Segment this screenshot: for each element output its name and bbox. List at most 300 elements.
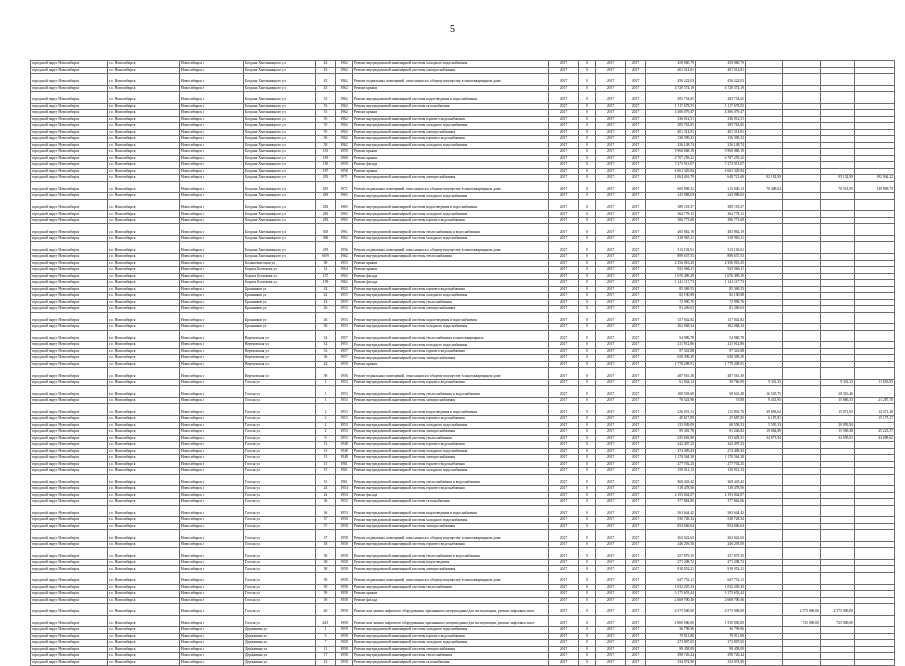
cell-municipality: г.о. Новосибирск [108,142,180,149]
cell-settlement: Новосибирск г [180,604,244,616]
cell-house: 283 [316,193,336,200]
cell-work: Ремонт внутридомовой инженерной системы теплоснабжения [353,254,549,261]
cell-year-from: 2017 [549,123,579,130]
cell-plan-year: 2017 [596,486,626,493]
cell-status: 0 [579,597,596,604]
cell-extra4 [855,659,895,666]
cell-cost: 98 458,09 [646,646,696,653]
cell-plan-year: 2017 [596,461,626,468]
cell-plan-year: 2017 [596,653,626,660]
cell-plan-year: 2017 [596,448,626,455]
cell-house: 55 [316,110,336,117]
cell-work: Ремонт фасада [353,280,549,287]
cell-work: Ремонт внутридомовой инженерной системы теплоснабжения и водоснабжения [353,224,549,236]
cell-total: 487 561,30 [696,368,746,380]
cell-settlement: Новосибирск г [180,442,244,449]
cell-municipality: г.о. Новосибирск [108,342,180,349]
cell-municipality: г.о. Новосибирск [108,193,180,200]
cell-cost: 273 807,65 [646,640,696,647]
cell-status: 0 [579,110,596,117]
cell-extra2 [783,572,821,584]
cell-plan-year: 2017 [596,85,626,92]
cell-street: Гоголя ул [244,429,316,436]
cell-built: 1958 [336,168,353,175]
cell-year-from: 2017 [549,468,579,475]
cell-plan-year: 2017 [596,129,626,136]
cell-street: Бронников ул [244,324,316,331]
cell-house: 60/9 [316,254,336,261]
cell-built: 1957 [336,330,353,342]
cell-status: 0 [579,260,596,267]
cell-settlement: Новосибирск г [180,67,244,74]
cell-built: 1953 [336,505,353,517]
table-row [31,548,895,560]
cell-settlement: Новосибирск г [180,129,244,136]
registry-body [31,61,895,666]
cell-street: Бориса Богаткова ул [244,267,316,274]
cell-municipality: г.о. Новосибирск [108,136,180,143]
cell-extra1 [746,312,783,324]
cell-extra4 [855,368,895,380]
cell-municipality: г.о. Новосибирск [108,386,180,398]
cell-settlement: Новосибирск г [180,181,244,193]
cell-house: 38 [316,541,336,548]
cell-extra1: 19 064,89 [746,429,783,436]
cell-cost: 1 676 499,29 [646,273,696,280]
cell-built: 1959 [336,627,353,634]
cell-plan-year: 2017 [596,659,626,666]
cell-house: 17 [316,653,336,660]
cell-work: Ремонт внутридомовой инженерной системы теплоснабжения [353,435,549,442]
cell-built: 1953 [336,386,353,398]
cell-built: 1962 [336,116,353,123]
cell-total: 157 042,82 [696,312,746,324]
cell-total: 4 575 000,00 [696,604,746,616]
cell-work: Ремонт внутридомовой инженерной системы водоотведения и водоснабжения [353,92,549,104]
cell-status: 0 [579,548,596,560]
cell-settlement: Новосибирск г [180,530,244,542]
cell-work: Ремонт внутридомовой инженерной системы холодного водоснабжения [353,193,549,200]
cell-year-from: 2017 [549,548,579,560]
page-number: 5 [450,24,455,35]
cell-status: 0 [579,474,596,486]
cell-district: городской округ Новосибирск [31,492,108,499]
cell-status: 0 [579,361,596,368]
cell-house: 55 [316,116,336,123]
cell-street: Гоголя ул [244,492,316,499]
cell-settlement: Новосибирск г [180,224,244,236]
cell-district: городской округ Новосибирск [31,397,108,404]
cell-year-from: 2017 [549,659,579,666]
cell-built: 1958 [336,584,353,591]
cell-year-to: 2017 [626,224,646,236]
cell-year-to: 2017 [626,627,646,634]
cell-district: городской округ Новосибирск [31,181,108,193]
cell-year-from: 2017 [549,181,579,193]
cell-work: Ремонт внутридомовой инженерной системы теплоснабжения [353,584,549,591]
cell-extra2 [783,474,821,486]
cell-year-from: 2017 [549,435,579,442]
cell-work: Ремонт внутридомовой инженерной системы электроснабжения [353,455,549,462]
cell-built: 1962 [336,123,353,130]
cell-street: Вертковская ул [244,368,316,380]
cell-total: 377 862,06 [696,499,746,506]
cell-status: 0 [579,584,596,591]
cell-municipality: г.о. Новосибирск [108,435,180,442]
cell-extra2 [783,659,821,666]
cell-year-to: 2017 [626,211,646,218]
cell-municipality: г.о. Новосибирск [108,597,180,604]
cell-settlement: Новосибирск г [180,615,244,627]
cell-municipality: г.о. Новосибирск [108,517,180,524]
cell-municipality: г.о. Новосибирск [108,442,180,449]
cell-house: 26 [316,306,336,313]
cell-settlement: Новосибирск г [180,455,244,462]
cell-year-to: 2017 [626,404,646,416]
cell-plan-year: 2017 [596,361,626,368]
table-row [31,199,895,211]
cell-house: 37 [316,517,336,524]
cell-plan-year: 2017 [596,517,626,524]
cell-municipality: г.о. Новосибирск [108,74,180,86]
cell-year-from: 2017 [549,142,579,149]
cell-street: Гоголя ул [244,530,316,542]
cell-plan-year: 2017 [596,324,626,331]
cell-extra1 [746,604,783,616]
cell-plan-year: 2017 [596,348,626,355]
cell-municipality: г.о. Новосибирск [108,633,180,640]
cell-municipality: г.о. Новосибирск [108,103,180,110]
cell-total: 326 148,74 [696,142,746,149]
cell-street: Гоголя ул [244,435,316,442]
cell-extra2 [783,242,821,254]
cell-settlement: Новосибирск г [180,267,244,274]
cell-cost: 377 862,06 [646,499,696,506]
cell-status: 0 [579,368,596,380]
cell-settlement: Новосибирск г [180,505,244,517]
cell-extra3 [821,368,855,380]
cell-cost: 918 952,21 [646,566,696,573]
cell-work: Ремонт внутридомовой инженерной системы электроснабжения [353,129,549,136]
cell-work: Ремонт внутридомовой инженерной системы холодного водоснабжения [353,342,549,349]
cell-street: Богдана Хмельницкого ул [244,211,316,218]
cell-district: городской округ Новосибирск [31,217,108,224]
cell-year-from: 2017 [549,155,579,162]
cell-work: Ремонт внутридомовой инженерной системы электроснабжения [353,306,549,313]
cell-plan-year: 2017 [596,615,626,627]
cell-year-to: 2017 [626,379,646,386]
cell-cost: 459 960,79 [646,61,696,68]
cell-total: 36 799,96 [696,627,746,634]
cell-settlement: Новосибирск г [180,633,244,640]
cell-built: 1954 [336,486,353,493]
cell-settlement: Новосибирск г [180,85,244,92]
cell-district: городской округ Новосибирск [31,422,108,429]
cell-built: 1958 [336,640,353,647]
cell-built: 1953 [336,312,353,324]
cell-street: Гоголя ул [244,604,316,616]
cell-plan-year: 2017 [596,103,626,110]
cell-extra3: 2 575 000,00 [821,604,855,616]
cell-year-to: 2017 [626,330,646,342]
cell-year-to: 2017 [626,640,646,647]
cell-district: городской округ Новосибирск [31,486,108,493]
cell-settlement: Новосибирск г [180,280,244,287]
cell-plan-year: 2017 [596,142,626,149]
cell-built: 1958 [336,548,353,560]
cell-total: 313 192,61 [696,242,746,254]
cell-street: Бронников ул [244,299,316,306]
cell-municipality: г.о. Новосибирск [108,397,180,404]
cell-municipality: г.о. Новосибирск [108,267,180,274]
cell-status: 0 [579,530,596,542]
cell-status: 0 [579,455,596,462]
cell-year-to: 2017 [626,175,646,182]
cell-street: Гоголя ул [244,397,316,404]
cell-work: Ремонт внутридомовой инженерной системы холодного водоснабжения [353,422,549,429]
cell-settlement: Новосибирск г [180,523,244,530]
cell-year-from: 2017 [549,280,579,287]
cell-built: 1962 [336,103,353,110]
cell-total: 334 074,90 [696,659,746,666]
cell-year-to: 2017 [626,435,646,442]
cell-built: 1953 [336,404,353,416]
cell-work: Ремонт внутридомовой инженерной системы водоотведения и водоснабжения [353,505,549,517]
cell-cost: 82 100,88 [646,293,696,300]
cell-year-from: 2017 [549,306,579,313]
cell-extra3: 20 093,94 [821,422,855,429]
cell-work: Ремонт внутридомовой инженерной системы холодного водоснабжения [353,468,549,475]
cell-district: городской округ Новосибирск [31,286,108,293]
cell-house: 24 [316,286,336,293]
cell-extra4 [855,604,895,616]
cell-built: 1959 [336,162,353,169]
cell-municipality: г.о. Новосибирск [108,199,180,211]
cell-status: 0 [579,136,596,143]
cell-house: 13 [316,442,336,449]
cell-cost: 157 042,82 [646,312,696,324]
cell-street: Гоголя ул [244,448,316,455]
cell-district: городской округ Новосибирск [31,361,108,368]
cell-municipality: г.о. Новосибирск [108,448,180,455]
cell-built: 1958 [336,646,353,653]
cell-plan-year: 2017 [596,260,626,267]
cell-built: 1958 [336,559,353,566]
cell-year-from: 2017 [549,67,579,74]
cell-plan-year: 2017 [596,254,626,261]
cell-municipality: г.о. Новосибирск [108,379,180,386]
cell-built: 1971 [336,181,353,193]
cell-year-from: 2017 [549,422,579,429]
cell-cost: 4 707 259,22 [646,155,696,162]
cell-year-to: 2017 [626,348,646,355]
cell-district: городской округ Новосибирск [31,299,108,306]
cell-municipality: г.о. Новосибирск [108,129,180,136]
cell-status: 0 [579,442,596,449]
cell-plan-year: 2017 [596,286,626,293]
cell-municipality: г.о. Новосибирск [108,584,180,591]
cell-district: городской округ Новосибирск [31,155,108,162]
cell-year-to: 2017 [626,235,646,242]
cell-built: 1958 [336,591,353,598]
cell-extra4: 25 223,57 [855,429,895,436]
cell-settlement: Новосибирск г [180,273,244,280]
cell-extra1 [746,199,783,211]
cell-settlement: Новосибирск г [180,330,244,342]
cell-total: 918 952,21 [696,566,746,573]
cell-extra4 [855,474,895,486]
cell-extra2 [783,330,821,342]
cell-built: 1962 [336,235,353,242]
cell-street: Бронников ул [244,286,316,293]
cell-plan-year: 2017 [596,523,626,530]
cell-municipality: г.о. Новосибирск [108,627,180,634]
cell-work: Ремонт внутридомовой инженерной системы теплоснабжения и водоснабжения [353,386,549,398]
cell-extra1 [746,74,783,86]
cell-municipality: г.о. Новосибирск [108,254,180,261]
cell-status: 0 [579,541,596,548]
cell-plan-year: 2017 [596,584,626,591]
cell-year-to: 2017 [626,548,646,560]
cell-extra4: 11 653,95 [855,379,895,386]
cell-settlement: Новосибирск г [180,342,244,349]
cell-status: 0 [579,435,596,442]
cell-cost: 4 306 079,47 [646,110,696,117]
cell-municipality: г.о. Новосибирск [108,416,180,423]
cell-total: 273 807,65 [696,640,746,647]
cell-cost: 389 118,37 [646,199,696,211]
cell-status: 0 [579,155,596,162]
cell-status: 0 [579,67,596,74]
table-row [31,505,895,517]
cell-extra3: 20 316,46 [821,386,855,398]
cell-extra1 [746,615,783,627]
cell-year-to: 2017 [626,499,646,506]
cell-status: 0 [579,517,596,524]
cell-street: Богдана Хмельницкого ул [244,155,316,162]
cell-municipality: г.о. Новосибирск [108,559,180,566]
cell-total: 246 293,50 [696,541,746,548]
cell-status: 0 [579,342,596,349]
cell-district: городской округ Новосибирск [31,123,108,130]
cell-house: 39 [316,572,336,584]
cell-plan-year: 2017 [596,572,626,584]
cell-district: городской округ Новосибирск [31,646,108,653]
cell-municipality: г.о. Новосибирск [108,293,180,300]
cell-status: 0 [579,627,596,634]
cell-built: 1955 [336,293,353,300]
cell-settlement: Новосибирск г [180,386,244,398]
cell-work: Ремонт подвальных помещений, относящихся к общему имуществу в многоквартирном доме [353,242,549,254]
cell-cost: 211 912,86 [646,342,696,349]
cell-street: Богдана Хмельницкого ул [244,74,316,86]
cell-year-to: 2017 [626,486,646,493]
cell-municipality: г.о. Новосибирск [108,67,180,74]
cell-cost: 243 988,63 [646,193,696,200]
cell-cost: 563 644,42 [646,505,696,517]
cell-year-to: 2017 [626,67,646,74]
cell-municipality: г.о. Новосибирск [108,280,180,287]
cell-cost: 456 222,03 [646,74,696,86]
cell-year-from: 2017 [549,199,579,211]
cell-plan-year: 2017 [596,604,626,616]
cell-plan-year: 2017 [596,416,626,423]
cell-cost: 263 022,63 [646,530,696,542]
cell-settlement: Новосибирск г [180,162,244,169]
cell-built: 1958 [336,566,353,573]
cell-street: Богдана Хмельницкого ул [244,110,316,117]
cell-district: городской округ Новосибирск [31,355,108,362]
cell-cost: 2 356 916,45 [646,260,696,267]
cell-year-from: 2017 [549,416,579,423]
cell-district: городской округ Новосибирск [31,168,108,175]
cell-year-to: 2017 [626,193,646,200]
cell-total: 4 707 259,22 [696,155,746,162]
cell-extra4 [855,572,895,584]
cell-work: Ремонт внутридомовой инженерной системы теплоснабжения [353,299,549,306]
cell-status: 0 [579,116,596,123]
cell-municipality: г.о. Новосибирск [108,659,180,666]
cell-year-to: 2017 [626,659,646,666]
cell-district: городской округ Новосибирск [31,461,108,468]
cell-year-from: 2017 [549,162,579,169]
cell-work: Ремонт внутридомовой инженерной системы водоотведения и водоснабжения [353,199,549,211]
cell-district: городской округ Новосибирск [31,416,108,423]
cell-district: городской округ Новосибирск [31,235,108,242]
cell-year-from: 2017 [549,136,579,143]
cell-year-to: 2017 [626,572,646,584]
cell-district: городской округ Новосибирск [31,199,108,211]
cell-year-to: 2017 [626,254,646,261]
cell-street: Державина ул [244,659,316,666]
cell-plan-year: 2017 [596,505,626,517]
cell-extra2 [783,92,821,104]
table-row [31,386,895,398]
cell-year-to: 2017 [626,260,646,267]
cell-plan-year: 2017 [596,67,626,74]
cell-extra2 [783,548,821,560]
cell-total: 298 726,44 [696,653,746,660]
cell-street: Гоголя ул [244,474,316,486]
cell-cost: 326 148,74 [646,142,696,149]
cell-built: 1961 [336,468,353,475]
cell-built: 1954 [336,492,353,499]
cell-extra1 [746,505,783,517]
cell-status: 0 [579,468,596,475]
cell-cost: 85 369,53 [646,286,696,293]
cell-status: 0 [579,448,596,455]
cell-total: 401 314,81 [696,67,746,74]
cell-status: 0 [579,416,596,423]
cell-cost: 99 381,78 [646,429,696,436]
cell-house: 58 [316,368,336,380]
cell-street: Державина ул [244,653,316,660]
cell-work: Ремонт фасада [353,597,549,604]
cell-house: 32 [316,342,336,349]
cell-extra4 [855,92,895,104]
cell-cost: 889 637,53 [646,254,696,261]
cell-house: 283 [316,211,336,218]
cell-extra1: 29 683,62 [746,404,783,416]
cell-status: 0 [579,604,596,616]
cell-year-to: 2017 [626,397,646,404]
cell-extra1: 70 408,64 [746,181,783,193]
cell-extra2 [783,404,821,416]
cell-work: Ремонт подвальных помещений, относящихся к общему имуществу в многоквартирном доме [353,572,549,584]
cell-total: 389 118,37 [696,199,746,211]
cell-year-to: 2017 [626,312,646,324]
cell-status: 0 [579,193,596,200]
